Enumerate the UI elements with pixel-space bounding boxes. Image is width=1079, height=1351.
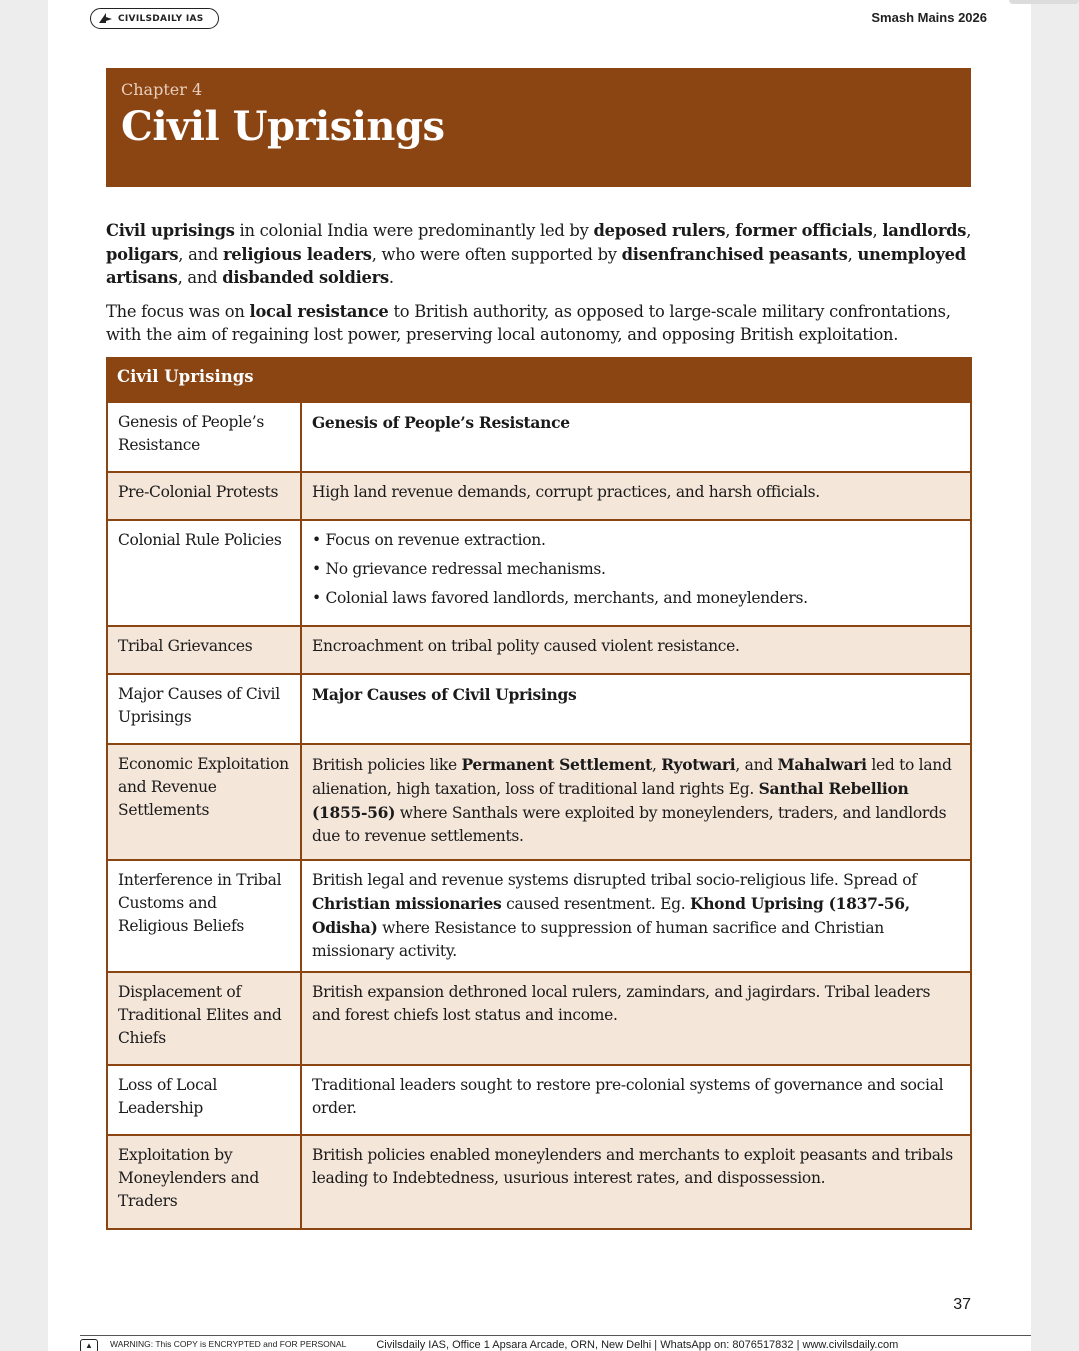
description-run: British policies like [312, 756, 462, 774]
brand-logo [90, 8, 219, 29]
row-label: Genesis of People’s Resistance [107, 402, 301, 472]
description-run: , and [735, 756, 778, 774]
intro-text-run: poligars [106, 244, 179, 264]
row-description [301, 402, 971, 472]
bullet-item: • Focus on revenue extraction. [312, 531, 546, 549]
description-run: where Santhals were exploited by moneylenders, traders, and landlords due to revenue settlements. [312, 804, 947, 845]
window-corner [1009, 0, 1079, 4]
row-label: Displacement of Traditional Elites and Chiefs [107, 972, 301, 1065]
intro-text-run: , [872, 221, 883, 240]
table-row [107, 402, 971, 472]
brand-name: CIVILSDAILY IAS [118, 13, 204, 24]
description-run: Genesis of People’s Resistance [312, 413, 570, 432]
table-row [107, 744, 971, 860]
description-run: Khond Uprising (1837-56, Odisha) [312, 894, 910, 937]
document-page [48, 0, 1031, 1351]
table-row [107, 860, 971, 972]
intro-text-run: The focus was on [106, 301, 250, 321]
uprisings-table [106, 357, 972, 1230]
row-label: Loss of Local Leadership [107, 1065, 301, 1135]
description-run: British expansion dethroned local rulers, zamindars, and jagirdars. Tribal leaders and forest chiefs lost status and income. [312, 983, 931, 1024]
footer-warning: WARNING: This COPY is ENCRYPTED and FOR PERSONAL [110, 1339, 347, 1349]
description-run: Santhal Rebellion (1855-56) [312, 779, 909, 822]
row-description [301, 472, 971, 520]
row-description [301, 972, 971, 1065]
row-label: Colonial Rule Policies [107, 520, 301, 626]
description-run: High land revenue demands, corrupt practices, and harsh officials. [312, 483, 820, 501]
description-run: Traditional leaders sought to restore pre-colonial systems of governance and social order. [312, 1076, 944, 1117]
description-run: Mahalwari [777, 755, 867, 774]
chapter-label: Chapter 4 [121, 80, 203, 99]
intro-text-run: disbanded soldiers [222, 268, 389, 287]
description-run: Major Causes of Civil Uprisings [312, 685, 577, 704]
footer [80, 1339, 1030, 1351]
description-run: caused resentment. Eg. [501, 895, 691, 913]
bullet-item: • No grievance redressal mechanisms. [312, 560, 606, 578]
table-title: Civil Uprisings [106, 357, 972, 401]
description-run: British legal and revenue systems disrupted tribal socio-religious life. Spread of [312, 871, 917, 889]
table-row [107, 972, 971, 1065]
intro-text-run: religious leaders [222, 244, 372, 264]
footer-address: Civilsdaily IAS, Office 1 Apsara Arcade, ORN, New Delhi | WhatsApp on: 8076517832 | www.civilsdaily.com [376, 1339, 899, 1351]
intro-paragraph-2 [106, 300, 976, 347]
intro-text-run: in colonial India were predominantly led by [234, 221, 594, 240]
row-description [301, 744, 971, 860]
description-run: led to land alienation, high taxation, loss of traditional land rights Eg. [312, 756, 952, 798]
intro-text-run: , and [177, 268, 223, 287]
row-description [301, 626, 971, 674]
intro-text-run: , [847, 244, 858, 264]
intro-text-run: , [725, 221, 736, 240]
footer-divider [80, 1335, 1031, 1336]
intro-text-run: unemployed artisans [106, 244, 966, 287]
description-run: , [651, 756, 662, 774]
chapter-title: Civil Uprisings [121, 103, 445, 150]
row-description [301, 674, 971, 744]
intro-text-run: local resistance [249, 301, 389, 321]
table-row [107, 674, 971, 744]
intro-text-run: deposed rulers [593, 221, 726, 240]
intro-paragraph-1 [106, 219, 976, 290]
row-label: Exploitation by Moneylenders and Traders [107, 1135, 301, 1229]
row-label: Economic Exploitation and Revenue Settlements [107, 744, 301, 860]
description-run: Permanent Settlement [461, 755, 652, 774]
row-description [301, 1065, 971, 1135]
intro-text-run: landlords [882, 221, 967, 240]
row-label: Tribal Grievances [107, 626, 301, 674]
table-row [107, 472, 971, 520]
row-label: Interference in Tribal Customs and Religious Beliefs [107, 860, 301, 972]
chapter-banner [106, 68, 971, 187]
row-label: Pre-Colonial Protests [107, 472, 301, 520]
intro-text-run: disenfranchised peasants [621, 244, 848, 264]
lock-icon: ▲ [80, 1339, 98, 1351]
intro-text-run: , who were often supported by [371, 244, 622, 264]
table-row [107, 1065, 971, 1135]
intro-text [106, 219, 976, 357]
description-run: Ryotwari [661, 755, 736, 774]
intro-text-run: to British authority, as opposed to large-scale military confrontations, with the aim of regaining lost power, preserving local autonomy, and opposing British exploitation. [106, 301, 951, 344]
description-run: Christian missionaries [312, 894, 502, 913]
description-run: where Resistance to suppression of human sacrifice and Christian missionary activity. [312, 919, 884, 960]
row-description [301, 860, 971, 972]
row-label: Major Causes of Civil Uprisings [107, 674, 301, 744]
table-row [107, 626, 971, 674]
intro-text-run: , and [178, 244, 223, 264]
description-run: Encroachment on tribal polity caused violent resistance. [312, 637, 740, 655]
description-run: British policies enabled moneylenders and merchants to exploit peasants and tribals leading to Indebtedness, usurious interest rates, and dispossession. [312, 1146, 953, 1187]
table-row [107, 520, 971, 626]
table-body [106, 401, 972, 1230]
intro-text-run: Civil uprisings [106, 221, 235, 240]
page-number: 37 [953, 1296, 971, 1313]
row-description [301, 1135, 971, 1229]
table-row [107, 1135, 971, 1229]
intro-text-run: , [966, 221, 972, 240]
intro-text-run: former officials [735, 221, 873, 240]
intro-text-run: . [388, 268, 394, 287]
bullet-item: • Colonial laws favored landlords, merchants, and moneylenders. [312, 589, 808, 607]
brand-mark-icon [99, 13, 112, 24]
row-description [301, 520, 971, 626]
edition-title: Smash Mains 2026 [871, 10, 987, 25]
